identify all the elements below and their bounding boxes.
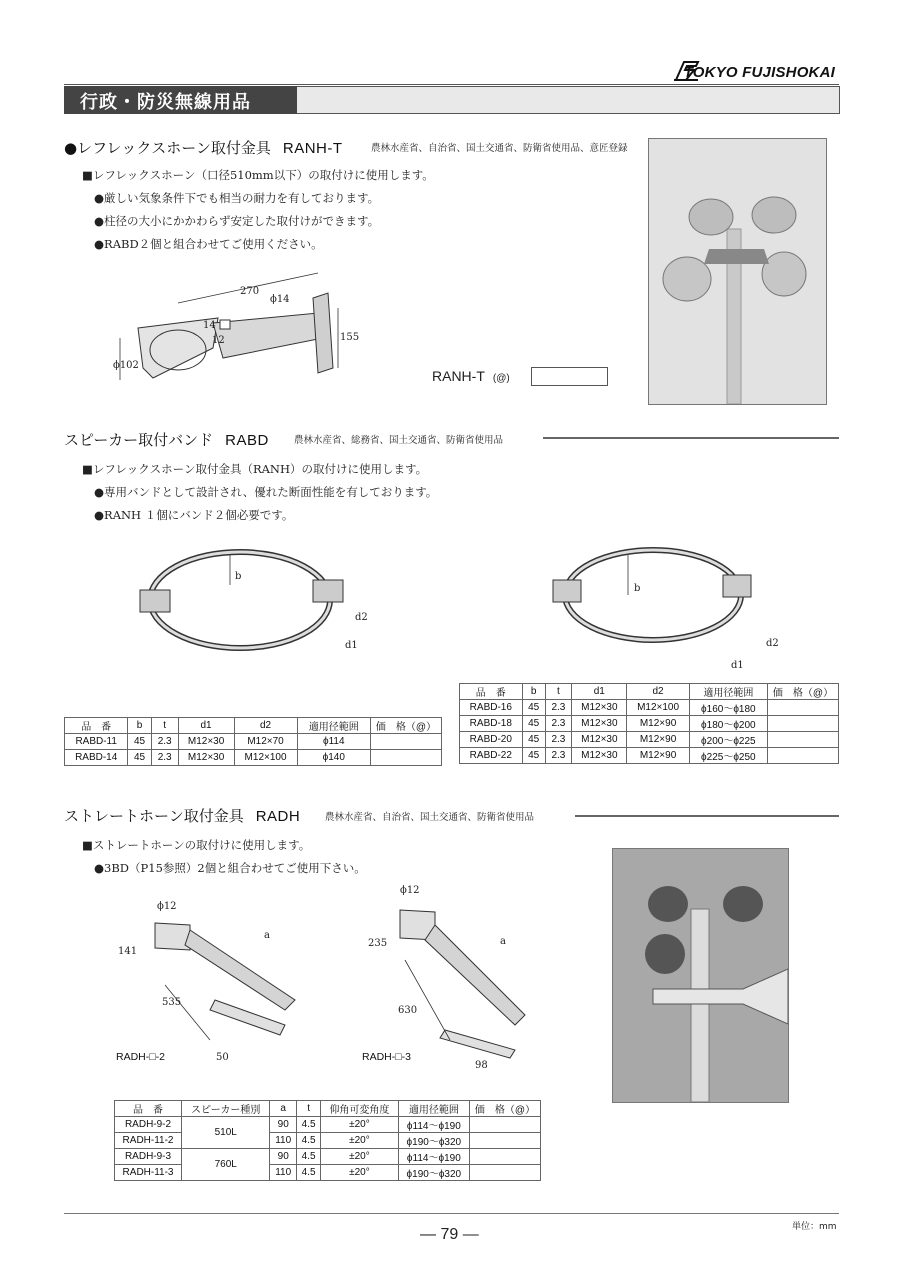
dim-d2-left: d2 — [355, 612, 368, 623]
cell: M12×30 — [572, 700, 627, 716]
cell: 2.3 — [545, 748, 572, 764]
cell: ϕ190～ϕ320 — [398, 1165, 469, 1181]
dim-a-left: a — [264, 930, 270, 941]
desc-line: ■レフレックスホーン（口径510mm以下）の取付けに使用します。 — [82, 168, 434, 182]
dim-length: 270 — [240, 286, 260, 297]
section2-title — [64, 429, 269, 450]
cell: RADH-9-2 — [115, 1117, 182, 1133]
desc-line: ●専用バンドとして設計され、優れた断面性能を有しております。 — [94, 485, 438, 499]
section1-description — [82, 164, 434, 256]
cell: ϕ190～ϕ320 — [398, 1133, 469, 1149]
table-row — [65, 750, 442, 766]
cell — [768, 716, 839, 732]
cell: RABD-18 — [460, 716, 523, 732]
cell: ±20° — [321, 1133, 399, 1149]
col-header: 仰角可変角度 — [321, 1101, 399, 1117]
unit-note: 単位：mm — [792, 1222, 837, 1232]
desc-line: ■レフレックスホーン取付金具（RANH）の取付けに使用します。 — [82, 462, 428, 476]
cell: M12×30 — [572, 716, 627, 732]
dim-630: 630 — [398, 1005, 418, 1016]
rabd-drawing-right — [548, 535, 763, 660]
cell: 110 — [270, 1133, 297, 1149]
dim-235: 235 — [368, 938, 388, 949]
col-header: 適用径範囲 — [689, 684, 767, 700]
cell: ϕ180～ϕ200 — [689, 716, 767, 732]
cell: ±20° — [321, 1117, 399, 1133]
dim-b-left: b — [235, 571, 242, 582]
desc-line: ●厳しい気象条件下でも相当の耐力を有しております。 — [94, 191, 380, 205]
radh-3-label: RADH-□-3 — [362, 1051, 411, 1063]
section2-title-text: スピーカー取付バンド — [64, 431, 214, 449]
cell — [470, 1117, 541, 1133]
radh-2-label: RADH-□-2 — [116, 1051, 165, 1063]
table-row — [115, 1165, 541, 1181]
radh-3-drawing — [370, 900, 540, 1065]
cell: 45 — [522, 732, 545, 748]
col-header: d1 — [572, 684, 627, 700]
cell: M12×30 — [572, 732, 627, 748]
cell: 110 — [270, 1165, 297, 1181]
col-header: d1 — [178, 718, 234, 734]
cell: RABD-22 — [460, 748, 523, 764]
cell — [470, 1133, 541, 1149]
header-rule — [64, 84, 839, 85]
cell: 510L — [182, 1117, 270, 1149]
cell: M12×90 — [627, 748, 689, 764]
cell — [371, 750, 442, 766]
dim-a-right: a — [500, 936, 506, 947]
col-header: t — [296, 1101, 320, 1117]
dim-phi12-left: ϕ12 — [157, 901, 177, 912]
cell: M12×90 — [627, 732, 689, 748]
dim-d1-right: d1 — [731, 660, 744, 671]
cell: 760L — [182, 1149, 270, 1181]
dim-14: 14 — [203, 320, 216, 331]
dim-height: 155 — [340, 332, 360, 343]
cell: 4.5 — [296, 1149, 320, 1165]
cell: RADH-11-2 — [115, 1133, 182, 1149]
desc-line: ■ストレートホーンの取付けに使用します。 — [82, 838, 311, 852]
dim-12: 12 — [212, 335, 225, 346]
col-header: 価 格（@） — [768, 684, 839, 700]
section3-title — [64, 805, 300, 826]
table-row — [115, 1117, 541, 1133]
cell: 45 — [522, 700, 545, 716]
cell: 2.3 — [545, 732, 572, 748]
table-row — [460, 700, 839, 716]
dim-141: 141 — [118, 946, 138, 957]
cell: RABD-14 — [65, 750, 128, 766]
cell: 45 — [128, 750, 151, 766]
cell: 2.3 — [545, 700, 572, 716]
col-header: 価 格（@） — [470, 1101, 541, 1117]
cell: 4.5 — [296, 1165, 320, 1181]
cell — [371, 734, 442, 750]
cell — [470, 1149, 541, 1165]
dim-d2-right: d2 — [766, 638, 779, 649]
dim-50: 50 — [216, 1052, 229, 1063]
cell: 45 — [522, 748, 545, 764]
cell: RABD-16 — [460, 700, 523, 716]
desc-line: ●RABD２個と組合わせてご使用ください。 — [94, 237, 323, 251]
section3-note: 農林水産省、自治省、国土交通省、防衛省使用品 — [325, 812, 535, 823]
brand-name: TOKYO FUJISHOKAI — [683, 64, 835, 81]
radh-2-drawing — [135, 905, 310, 1055]
table-row — [65, 734, 442, 750]
desc-line: ●柱径の大小にかかわらず安定した取付けができます。 — [94, 214, 380, 228]
cell: RADH-11-3 — [115, 1165, 182, 1181]
section2-description — [82, 458, 437, 527]
col-header: スピーカー種別 — [182, 1101, 270, 1117]
product-label-ranh-t — [432, 368, 510, 384]
page-number: — 79 — — [420, 1226, 479, 1243]
col-header: d2 — [234, 718, 297, 734]
cell: 90 — [270, 1149, 297, 1165]
footer-rule — [64, 1213, 839, 1214]
cell: M12×30 — [178, 750, 234, 766]
rabd-drawing-left — [135, 540, 365, 670]
col-header: 適用径範囲 — [398, 1101, 469, 1117]
dim-535: 535 — [162, 997, 182, 1008]
cell: 2.3 — [151, 734, 178, 750]
col-header: 価 格（@） — [371, 718, 442, 734]
cell: RADH-9-3 — [115, 1149, 182, 1165]
cell: M12×90 — [627, 716, 689, 732]
cell: 45 — [128, 734, 151, 750]
cell: ϕ160～ϕ180 — [689, 700, 767, 716]
cell: ϕ140 — [297, 750, 370, 766]
dim-b-right: b — [634, 583, 641, 594]
cell: 2.3 — [545, 716, 572, 732]
cell: RABD-11 — [65, 734, 128, 750]
col-header: t — [545, 684, 572, 700]
dim-phi12-right: ϕ12 — [400, 885, 420, 896]
table-row — [460, 732, 839, 748]
cell: M12×30 — [178, 734, 234, 750]
table-row — [115, 1133, 541, 1149]
section2-rule — [543, 437, 839, 439]
section2-note: 農林水産省、総務省、国土交通省、防衛省使用品 — [294, 435, 504, 446]
col-header: 品 番 — [65, 718, 128, 734]
cell: M12×30 — [572, 748, 627, 764]
cell: ±20° — [321, 1165, 399, 1181]
cell: 90 — [270, 1117, 297, 1133]
section3-title-text: ストレートホーン取付金具 — [64, 807, 244, 825]
rabd-table-left — [64, 717, 442, 766]
col-header: 適用径範囲 — [297, 718, 370, 734]
price-mark: (@) — [492, 373, 510, 384]
cell — [768, 700, 839, 716]
cell: 4.5 — [296, 1133, 320, 1149]
table-header-row — [115, 1101, 541, 1117]
cell: ±20° — [321, 1149, 399, 1165]
rabd-table-right — [459, 683, 839, 764]
col-header: t — [151, 718, 178, 734]
col-header: a — [270, 1101, 297, 1117]
col-header: b — [128, 718, 151, 734]
cell: 4.5 — [296, 1117, 320, 1133]
ranh-t-drawing — [108, 268, 368, 388]
radh-table — [114, 1100, 541, 1181]
col-header: 品 番 — [115, 1101, 182, 1117]
ranh-t-photo — [648, 138, 827, 405]
cell: ϕ225～ϕ250 — [689, 748, 767, 764]
section1-title — [64, 137, 343, 158]
dim-phi14: ϕ14 — [270, 294, 290, 305]
cell: ϕ114～ϕ190 — [398, 1117, 469, 1133]
cell: RABD-20 — [460, 732, 523, 748]
cell: 45 — [522, 716, 545, 732]
product-code: RANH-T — [432, 368, 485, 384]
cell: ϕ114～ϕ190 — [398, 1149, 469, 1165]
table-row — [460, 748, 839, 764]
section3-code: RADH — [255, 808, 301, 825]
section3-description — [82, 834, 366, 880]
section3-rule — [575, 815, 839, 817]
section2-code: RABD — [225, 432, 269, 449]
cell: M12×70 — [234, 734, 297, 750]
dim-98: 98 — [475, 1060, 488, 1071]
cell: ϕ114 — [297, 734, 370, 750]
cell — [768, 732, 839, 748]
col-header: 品 番 — [460, 684, 523, 700]
desc-line: ●3BD（P15参照）2個と組合わせてご使用下さい。 — [94, 861, 366, 875]
banner-title: 行政・防災無線用品 — [80, 92, 251, 113]
section1-code: RANH-T — [282, 140, 343, 157]
cell: M12×100 — [627, 700, 689, 716]
section1-note: 農林水産省、自治省、国土交通省、防衛省使用品、意匠登録 — [371, 143, 628, 154]
price-box — [531, 367, 608, 386]
col-header: d2 — [627, 684, 689, 700]
table-header-row — [65, 718, 442, 734]
cell: ϕ200～ϕ225 — [689, 732, 767, 748]
radh-photo — [612, 848, 789, 1103]
desc-line: ●RANH １個にバンド２個必要です。 — [94, 508, 294, 522]
section1-title-text: ●レフレックスホーン取付金具 — [64, 139, 271, 157]
cell: 2.3 — [151, 750, 178, 766]
cell — [768, 748, 839, 764]
dim-phi102: ϕ102 — [113, 360, 139, 371]
dim-d1-left: d1 — [345, 640, 358, 651]
cell — [470, 1165, 541, 1181]
table-row — [460, 716, 839, 732]
col-header: b — [522, 684, 545, 700]
table-header-row — [460, 684, 839, 700]
table-row — [115, 1149, 541, 1165]
cell: M12×100 — [234, 750, 297, 766]
